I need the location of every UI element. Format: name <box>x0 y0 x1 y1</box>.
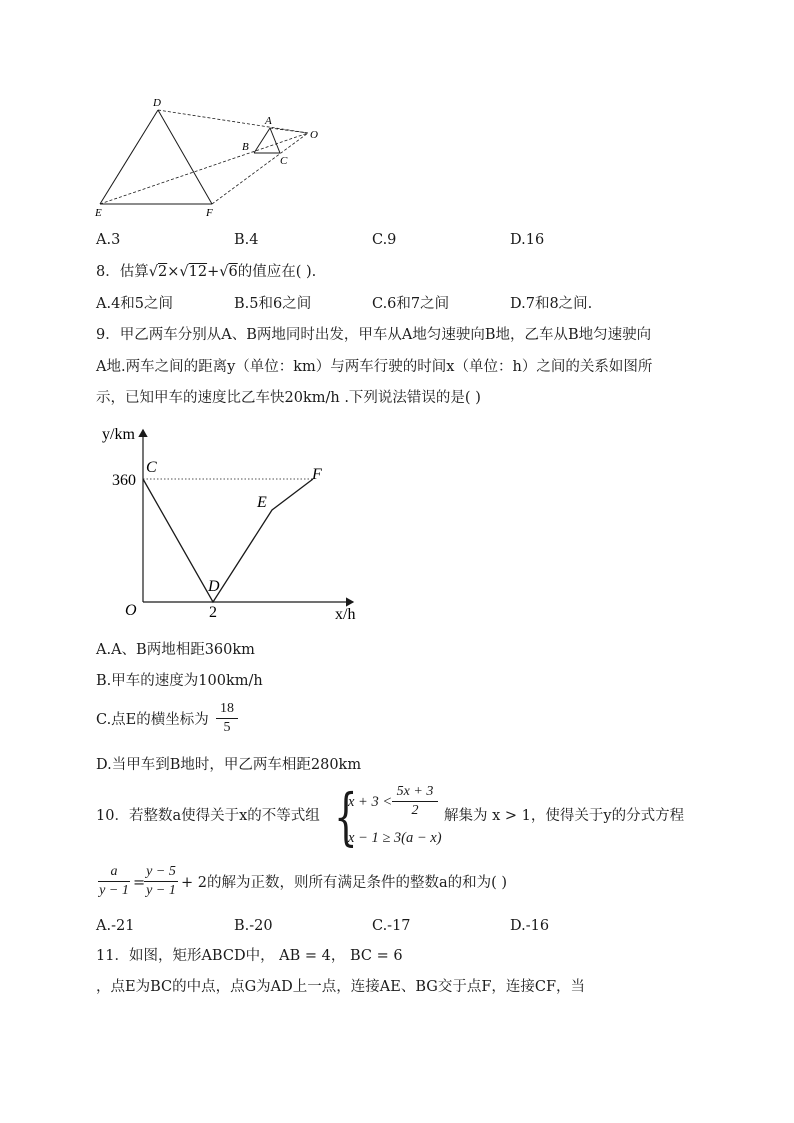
q8-sqrt6: 6 <box>228 264 238 280</box>
label-O: O <box>310 129 318 141</box>
label-E: E <box>95 207 102 219</box>
label-B: B <box>242 141 249 153</box>
fraction-bar <box>392 801 438 802</box>
label-D: D <box>153 97 161 109</box>
fraction-denominator: 2 <box>411 803 419 818</box>
fraction-numerator: y − 5 <box>146 864 176 879</box>
q10-option-c: C.-17 <box>372 918 411 934</box>
fraction-denominator: 5 <box>223 720 231 735</box>
q9-option-c: C.点E的横坐标为 <box>96 712 209 728</box>
inequality-1-fraction <box>392 784 438 819</box>
equation-fraction-b <box>144 864 178 899</box>
q10-prefix: 10．若整数a使得关于x的不等式组 <box>96 808 320 824</box>
equation-tail: + 2的解为正数，则所有满足条件的整数a的和为( ) <box>181 875 508 891</box>
q8-option-c: C.6和7之间 <box>372 296 450 312</box>
graph-polyline-CDEF <box>143 479 313 602</box>
segment-DE <box>100 110 158 204</box>
q11-line-1: 11．如图，矩形ABCD中， AB = 4， BC = 6 <box>96 948 403 964</box>
y-tick-360: 360 <box>112 472 136 489</box>
x-axis-label: x/h <box>335 606 356 623</box>
q9-line-3: 示，已知甲车的速度比乙车快20km/h .下列说法错误的是( ) <box>96 390 481 406</box>
q10-option-d: D.-16 <box>510 918 550 934</box>
label-F: F <box>206 207 213 219</box>
y-axis-label: y/km <box>102 426 135 443</box>
q8-option-d: D.7和8之间. <box>510 296 593 312</box>
triangle-figure <box>90 92 330 222</box>
fraction-denominator: y − 1 <box>146 883 176 898</box>
q8-times: × <box>167 264 180 280</box>
q10-middle: 解集为 x > 1，使得关于y的分式方程 <box>444 808 685 824</box>
point-E-label: E <box>257 494 267 511</box>
label-A: A <box>265 115 272 127</box>
distance-time-graph <box>95 422 365 627</box>
equation-fraction-a <box>98 864 130 899</box>
q8-suffix: 的值应在( ). <box>237 264 317 280</box>
sqrt-icon: √ <box>219 264 229 280</box>
fraction-numerator: a <box>110 864 118 879</box>
q7-option-b: B.4 <box>234 232 259 248</box>
fraction-numerator: 18 <box>220 701 234 716</box>
q7-option-c: C.9 <box>372 232 397 248</box>
segment-AC <box>270 128 280 153</box>
point-C-label: C <box>146 459 157 476</box>
equation-equals: = <box>133 875 146 891</box>
sqrt-icon: √ <box>179 264 189 280</box>
inequality-2: x − 1 ≥ 3(a − x) <box>348 830 442 846</box>
fraction-denominator: y − 1 <box>99 883 129 898</box>
segment-DF <box>158 110 212 204</box>
q8-sqrt12: 12 <box>188 264 208 280</box>
x-tick-2: 2 <box>209 604 217 621</box>
fraction-numerator: 5x + 3 <box>396 784 434 799</box>
q9-option-d: D.当甲车到B地时，甲乙两车相距280km <box>96 757 362 773</box>
origin-label: O <box>125 602 137 619</box>
q9-option-a: A.A、B两地相距360km <box>96 642 255 658</box>
q7-option-a: A.3 <box>96 232 121 248</box>
fraction-bar <box>216 718 238 719</box>
sqrt-icon: √ <box>148 264 158 280</box>
q11-line-2: ，点E为BC的中点，点G为AD上一点，连接AE、BG交于点F，连接CF，当 <box>96 979 586 995</box>
q9-option-b: B.甲车的速度为100km/h <box>96 673 263 689</box>
point-D-label: D <box>208 578 220 595</box>
q8-question <box>96 262 316 282</box>
dashed-EO <box>100 133 308 204</box>
q10-option-a: A.-21 <box>96 918 135 934</box>
q8-plus: + <box>207 264 220 280</box>
fraction-bar <box>144 881 178 882</box>
q8-sqrt2: 2 <box>157 264 168 280</box>
q8-prefix: 8．估算 <box>96 264 149 280</box>
point-F-label: F <box>312 466 322 483</box>
q10-option-b: B.-20 <box>234 918 273 934</box>
q8-option-b: B.5和6之间 <box>234 296 312 312</box>
label-C: C <box>280 155 288 167</box>
segment-AB <box>254 128 270 153</box>
q9-line-2: A地.两车之间的距离y（单位：km）与两车行驶的时间x（单位：h）之间的关系如图所 <box>96 359 653 375</box>
dashed-DO <box>158 110 308 133</box>
inequality-1-left: x + 3 < <box>348 794 393 810</box>
brace-icon: { <box>334 780 358 853</box>
q7-option-d: D.16 <box>510 232 545 248</box>
q9-line-1: 9．甲乙两车分别从A、B两地同时出发，甲车从A地匀速驶向B地，乙车从B地匀速驶向 <box>96 327 652 343</box>
dashed-AO <box>270 128 308 133</box>
q8-option-a: A.4和5之间 <box>96 296 174 312</box>
fraction-bar <box>98 881 130 882</box>
fraction-18-5 <box>216 701 238 736</box>
